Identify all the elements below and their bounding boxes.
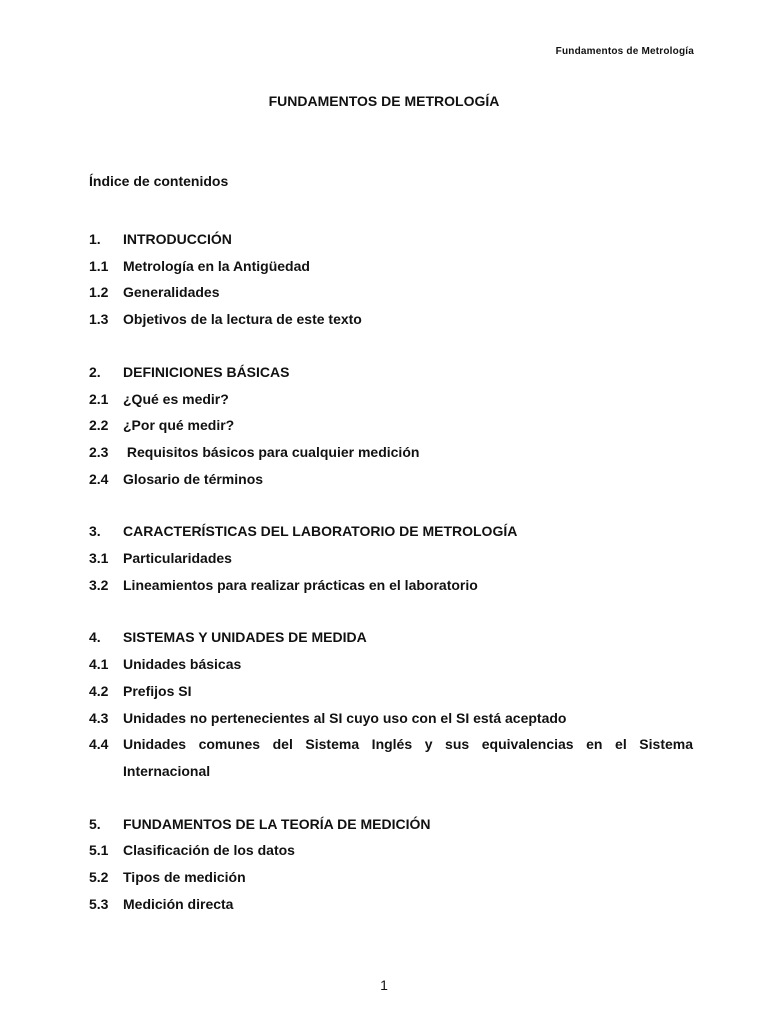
document-title: FUNDAMENTOS DE METROLOGÍA <box>268 93 500 109</box>
toc-section-title: DEFINICIONES BÁSICAS <box>123 363 290 380</box>
toc-entry[interactable] <box>89 678 693 705</box>
toc-heading: Índice de contenidos <box>89 173 229 189</box>
toc-entry[interactable] <box>89 306 693 333</box>
toc-section-2 <box>89 359 693 493</box>
toc-entry[interactable] <box>89 279 693 306</box>
toc-entry-title: Metrología en la Antigüedad <box>123 257 310 274</box>
toc-section-heading[interactable] <box>89 359 693 386</box>
toc-entry[interactable] <box>89 412 693 439</box>
toc-entry-title: Unidades no pertenecientes al SI cuyo uso con el SI está aceptado <box>123 709 567 726</box>
toc-section-number: 4. <box>89 629 101 646</box>
toc-entry-title: ¿Qué es medir? <box>123 390 229 407</box>
toc-entry-number: 5.2 <box>89 869 109 886</box>
toc-entry[interactable] <box>89 731 693 784</box>
toc-entry[interactable] <box>89 386 693 413</box>
toc-entry-title: Unidades básicas <box>123 656 242 673</box>
toc-section-heading[interactable] <box>89 226 693 253</box>
toc-section-title: FUNDAMENTOS DE LA TEORÍA DE MEDICIÓN <box>123 815 431 832</box>
table-of-contents <box>89 226 693 943</box>
toc-section-title: SISTEMAS Y UNIDADES DE MEDIDA <box>123 629 367 646</box>
toc-entry[interactable] <box>89 439 693 466</box>
toc-entry[interactable] <box>89 253 693 280</box>
toc-section-number: 3. <box>89 523 101 540</box>
toc-entry-number: 5.1 <box>89 842 109 859</box>
toc-entry[interactable] <box>89 572 693 599</box>
toc-entry-number: 1.2 <box>89 284 109 301</box>
toc-entry-number: 2.4 <box>89 470 109 487</box>
toc-entry-title: Medición directa <box>123 895 234 912</box>
toc-entry-number: 4.1 <box>89 656 109 673</box>
toc-section-5 <box>89 811 693 918</box>
toc-entry[interactable] <box>89 651 693 678</box>
toc-entry[interactable] <box>89 705 693 732</box>
toc-entry-number: 4.2 <box>89 682 109 699</box>
toc-entry-title: Requisitos básicos para cualquier medición <box>123 443 420 460</box>
toc-section-number: 5. <box>89 815 101 832</box>
toc-entry[interactable] <box>89 545 693 572</box>
toc-entry[interactable] <box>89 891 693 918</box>
toc-entry[interactable] <box>89 864 693 891</box>
toc-entry-number: 2.1 <box>89 390 109 407</box>
toc-section-number: 1. <box>89 231 101 247</box>
toc-entry-title: Tipos de medición <box>123 869 246 886</box>
toc-entry-number: 3.2 <box>89 576 109 593</box>
toc-entry[interactable] <box>89 466 693 493</box>
toc-entry-number: 4.3 <box>89 709 109 726</box>
toc-section-3 <box>89 518 693 598</box>
toc-entry[interactable] <box>89 837 693 864</box>
toc-entry-number: 1.3 <box>89 311 109 328</box>
toc-entry-title: Prefijos SI <box>123 682 192 699</box>
toc-section-number: 2. <box>89 363 101 380</box>
toc-entry-title: Clasificación de los datos <box>123 842 295 859</box>
toc-section-4 <box>89 624 693 784</box>
toc-entry-title: Glosario de términos <box>123 470 264 487</box>
toc-section-title: INTRODUCCIÓN <box>123 231 232 247</box>
running-header: Fundamentos de Metrología <box>555 46 694 57</box>
toc-entry-title: ¿Por qué medir? <box>123 417 235 434</box>
toc-entry-title: Objetivos de la lectura de este texto <box>123 311 362 328</box>
toc-entry-number: 2.2 <box>89 417 109 434</box>
toc-entry-number: 5.3 <box>89 895 109 912</box>
toc-entry-title: Generalidades <box>123 284 220 301</box>
toc-entry-title: Particularidades <box>123 550 232 567</box>
page-number: 1 <box>380 977 388 993</box>
toc-section-title: CARACTERÍSTICAS DEL LABORATORIO DE METROLOGÍA <box>123 523 518 540</box>
toc-entry-number: 1.1 <box>89 257 109 274</box>
toc-entry-title: Unidades comunes del Sistema Inglés y sus equivalencias en el Sistema Internacional <box>123 736 693 779</box>
toc-entry-number: 2.3 <box>89 443 109 460</box>
toc-section-heading[interactable] <box>89 518 693 545</box>
toc-section-heading[interactable] <box>89 811 693 838</box>
toc-section-heading[interactable] <box>89 624 693 651</box>
toc-entry-title: Lineamientos para realizar prácticas en el laboratorio <box>123 576 478 593</box>
toc-section-1 <box>89 226 693 333</box>
toc-entry-number: 4.4 <box>89 736 109 753</box>
toc-entry-number: 3.1 <box>89 550 109 567</box>
